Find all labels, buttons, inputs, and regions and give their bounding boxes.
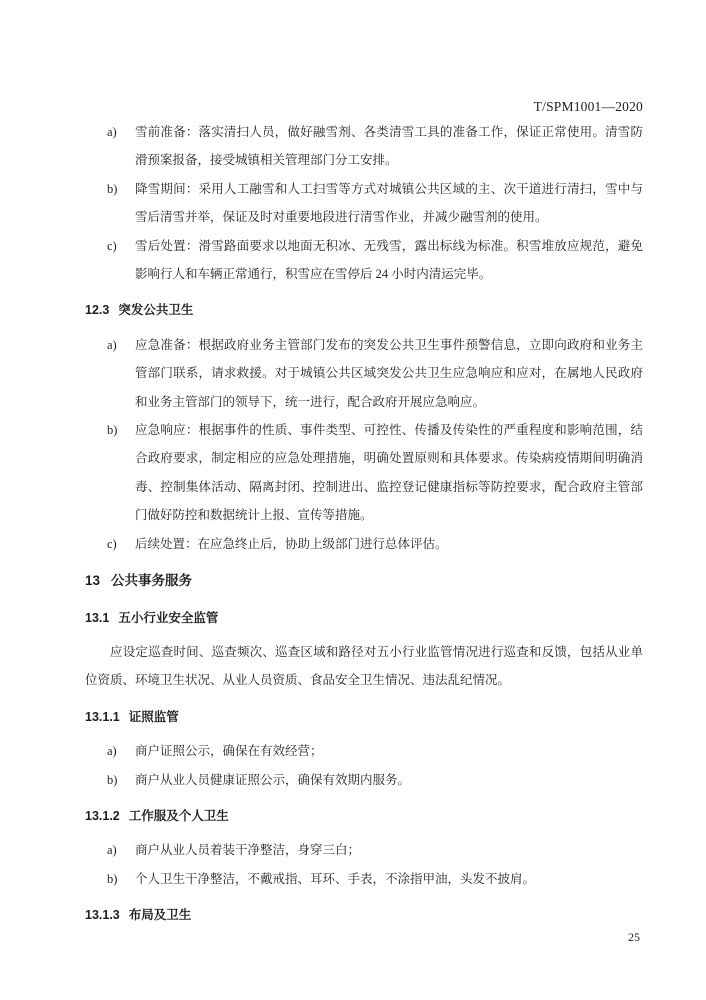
section-number: 13.1.2 <box>85 808 120 823</box>
list-item <box>85 766 643 794</box>
section-title: 证照监管 <box>128 709 179 724</box>
section-title: 五小行业安全监管 <box>118 610 219 625</box>
snow-measures-list <box>85 118 643 288</box>
list-item-label: a) <box>107 744 117 759</box>
section-heading-13-1-3 <box>85 901 643 929</box>
list-item <box>85 737 643 765</box>
list-item-text: 后续处置：在应急终止后，协助上级部门进行总体评估。 <box>135 536 448 551</box>
list-item <box>85 232 643 289</box>
list-item-text: 雪后处置：滑雪路面要求以地面无积冰、无残雪，露出标线为标准。积雪堆放应规范，避免影响行人和车辆正常通行，积雪应在雪停后 24 小时内清运完毕。 <box>135 238 643 282</box>
list-item-text: 降雪期间：采用人工融雪和人工扫雪等方式对城镇公共区域的主、次干道进行清扫，雪中与雪后清雪并举，保证及时对重要地段进行清雪作业，并减少融雪剂的使用。 <box>135 181 643 225</box>
section-heading-13-1-1 <box>85 703 643 731</box>
section-number: 13.1.3 <box>85 908 120 923</box>
list-item-label: b) <box>107 181 118 196</box>
section-number: 13 <box>85 573 101 589</box>
section-heading-13-1 <box>85 604 643 632</box>
list-item-text: 个人卫生干净整洁，不戴戒指、耳环、手表，不涂指甲油，头发不披肩。 <box>135 871 536 886</box>
section-title: 工作服及个人卫生 <box>128 808 229 823</box>
inspection-paragraph: 应设定巡查时间、巡查频次、巡查区域和路径对五小行业监管情况进行巡查和反馈，包括从业单位资质、环境卫生状况、从业人员资质、食品安全卫生情况、违法乱纪情况。 <box>85 644 643 688</box>
list-item <box>85 416 643 530</box>
section-heading-12-3 <box>85 296 643 324</box>
list-item-label: c) <box>107 238 117 253</box>
list-item <box>85 175 643 232</box>
section-title: 突发公共卫生 <box>118 303 194 318</box>
chapter-heading-13 <box>85 567 643 595</box>
hygiene-list <box>85 836 643 893</box>
page-number: 25 <box>628 930 640 944</box>
list-item-label: b) <box>107 423 118 438</box>
list-item <box>85 865 643 893</box>
section-title: 公共事务服务 <box>111 573 193 589</box>
list-item-label: a) <box>107 337 117 352</box>
list-item-text: 商户证照公示，确保在有效经营； <box>135 744 323 759</box>
list-item <box>85 331 643 416</box>
list-item-label: c) <box>107 536 117 551</box>
section-number: 13.1.1 <box>85 709 120 724</box>
public-health-list <box>85 331 643 558</box>
doc-code: T/SPM1001—2020 <box>533 99 643 114</box>
list-item-label: b) <box>107 772 118 787</box>
section-title: 布局及卫生 <box>128 908 192 923</box>
list-item-text: 应急响应：根据事件的性质、事件类型、可控性、传播及传染性的严重程度和影响范围，结合政府要求，制定相应的应急处理措施，明确处置原则和具体要求。传染病疫情期间明确消毒、控制集体活动、隔离封闭、控制进出、监控登记健康指标等防控要求，配合政府主管部门做好防控和数据统计上报、宣传等措施。 <box>135 423 643 523</box>
page-content <box>85 118 643 936</box>
section-heading-13-1-2 <box>85 802 643 830</box>
list-item-text: 商户从业人员着装干净整洁，身穿三白； <box>135 843 361 858</box>
list-item-label: a) <box>107 125 117 139</box>
license-list <box>85 737 643 794</box>
list-item-text: 商户从业人员健康证照公示，确保有效期内服务。 <box>135 772 411 787</box>
list-item <box>85 530 643 558</box>
list-item-text: 雪前准备：落实清扫人员，做好融雪剂、各类清雪工具的准备工作，保证正常使用。清雪防滑预案报备，接受城镇相关管理部门分工安排。 <box>135 125 643 168</box>
section-number: 12.3 <box>85 303 110 318</box>
list-item <box>85 118 643 175</box>
list-item-text: 应急准备：根据政府业务主管部门发布的突发公共卫生事件预警信息，立即向政府和业务主管部门联系，请求救援。对于城镇公共区域突发公共卫生应急响应和应对，在属地人民政府和业务主管部门的领导下，统一进行，配合政府开展应急响应。 <box>135 337 643 409</box>
list-item-label: a) <box>107 843 117 858</box>
section-number: 13.1 <box>85 610 110 625</box>
list-item-label: b) <box>107 871 118 886</box>
list-item <box>85 836 643 864</box>
